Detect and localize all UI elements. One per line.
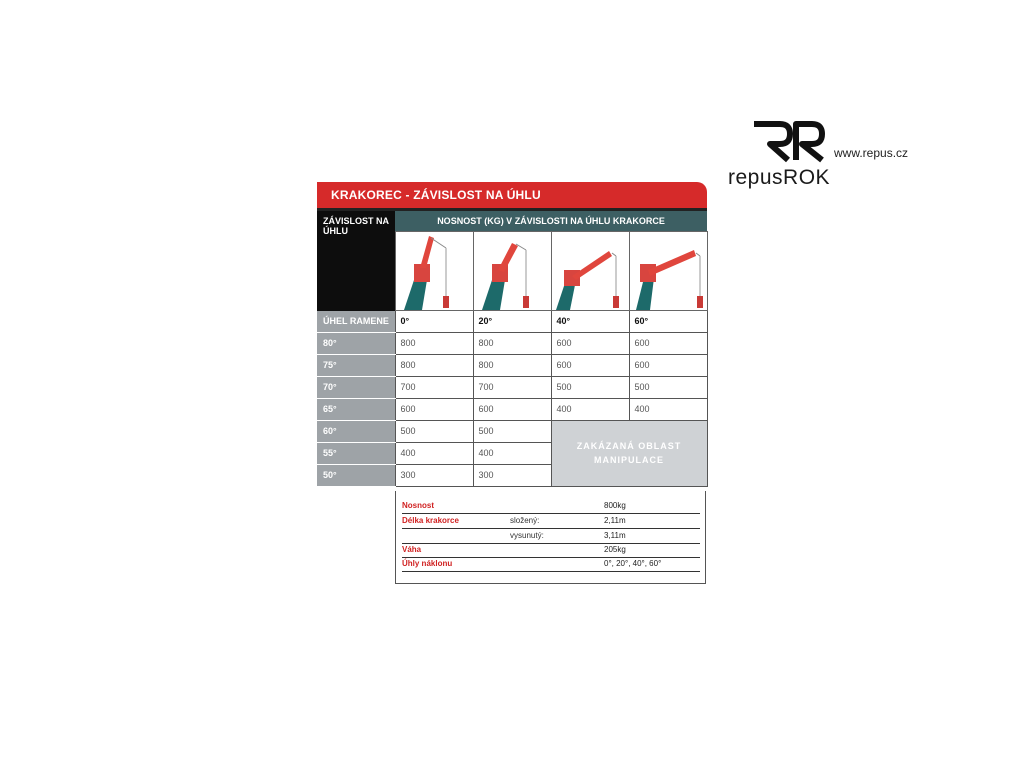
row-angle: 60°: [317, 420, 395, 442]
spec-tilt: [402, 557, 700, 572]
table-cell: 500: [629, 376, 707, 398]
logo-url[interactable]: www.repus.cz: [834, 146, 909, 160]
table-cell: 600: [551, 354, 629, 376]
crane-datasheet: [317, 182, 707, 487]
table-cell: 700: [473, 376, 551, 398]
table-cell: 400: [395, 442, 473, 464]
table-row: [317, 376, 707, 398]
table-cell: 500: [473, 420, 551, 442]
crane-20-icon: [474, 234, 550, 310]
crane-image-0: [395, 232, 473, 311]
capacity-table: [317, 211, 708, 487]
row-angle: 75°: [317, 354, 395, 376]
crane-image-40: [551, 232, 629, 311]
table-row: [317, 354, 707, 376]
spec-weight-label: Váha: [402, 545, 422, 554]
spec-extended-value: 3,11m: [604, 531, 626, 540]
table-row: [317, 398, 707, 420]
row-angle: 50°: [317, 464, 395, 486]
spec-folded-value: 2,11m: [604, 516, 626, 525]
repus-logo-mark-icon: [750, 120, 826, 164]
repus-logo: [728, 118, 928, 198]
table-cell: 400: [629, 398, 707, 420]
spec-capacity-label: Nosnost: [402, 501, 434, 510]
table-row: [317, 420, 707, 442]
spec-capacity: [402, 499, 700, 514]
table-cell: 600: [551, 332, 629, 354]
table-cell: 500: [395, 420, 473, 442]
row-angle: 55°: [317, 442, 395, 464]
spec-folded-label: složený:: [510, 516, 540, 525]
spec-extended-label: vysunutý:: [510, 531, 544, 540]
forbidden-zone: [551, 420, 707, 486]
spec-tilt-label: Úhly náklonu: [402, 559, 453, 568]
spec-weight-value: 205kg: [604, 545, 626, 554]
row-angle: 70°: [317, 376, 395, 398]
spec-extended: [402, 529, 700, 544]
crane-0-icon: [396, 234, 472, 310]
table-cell: 600: [395, 398, 473, 420]
spec-length-label: Délka krakorce: [402, 516, 459, 525]
sheet-title: KRAKOREC - ZÁVISLOST NA ÚHLU: [317, 182, 707, 211]
table-cell: 600: [629, 354, 707, 376]
logo-name: repusROK: [728, 166, 831, 189]
table-cell: 600: [473, 398, 551, 420]
corner-label: ZÁVISLOST NA ÚHLU: [317, 211, 395, 311]
table-cell: 600: [629, 332, 707, 354]
row-angle: 65°: [317, 398, 395, 420]
row-header-label: ÚHEL RAMENE: [317, 311, 395, 333]
forbidden-zone-line2: MANIPULACE: [594, 455, 665, 465]
crane-image-60: [629, 232, 707, 311]
spec-weight: [402, 543, 700, 558]
table-cell: 400: [473, 442, 551, 464]
spec-capacity-value: 800kg: [604, 501, 626, 510]
table-cell: 300: [395, 464, 473, 486]
table-cell: 500: [551, 376, 629, 398]
row-angle: 80°: [317, 332, 395, 354]
table-cell: 800: [473, 354, 551, 376]
table-cell: 800: [395, 332, 473, 354]
group-header: NOSNOST (KG) V ZÁVISLOSTI NA ÚHLU KRAKORCE: [395, 211, 707, 232]
table-cell: 400: [551, 398, 629, 420]
table-cell: 800: [473, 332, 551, 354]
crane-40-icon: [552, 234, 628, 310]
crane-60-icon: [630, 234, 706, 310]
column-header-40: 40°: [551, 311, 629, 333]
spec-tilt-value: 0°, 20°, 40°, 60°: [604, 559, 662, 568]
column-header-60: 60°: [629, 311, 707, 333]
crane-image-20: [473, 232, 551, 311]
column-header-20: 20°: [473, 311, 551, 333]
table-cell: 300: [473, 464, 551, 486]
spec-length: [402, 514, 700, 529]
table-cell: 800: [395, 354, 473, 376]
column-header-0: 0°: [395, 311, 473, 333]
table-cell: 700: [395, 376, 473, 398]
forbidden-zone-line1: ZAKÁZANÁ OBLAST: [576, 441, 682, 451]
table-row: [317, 332, 707, 354]
spec-box: [395, 491, 706, 584]
